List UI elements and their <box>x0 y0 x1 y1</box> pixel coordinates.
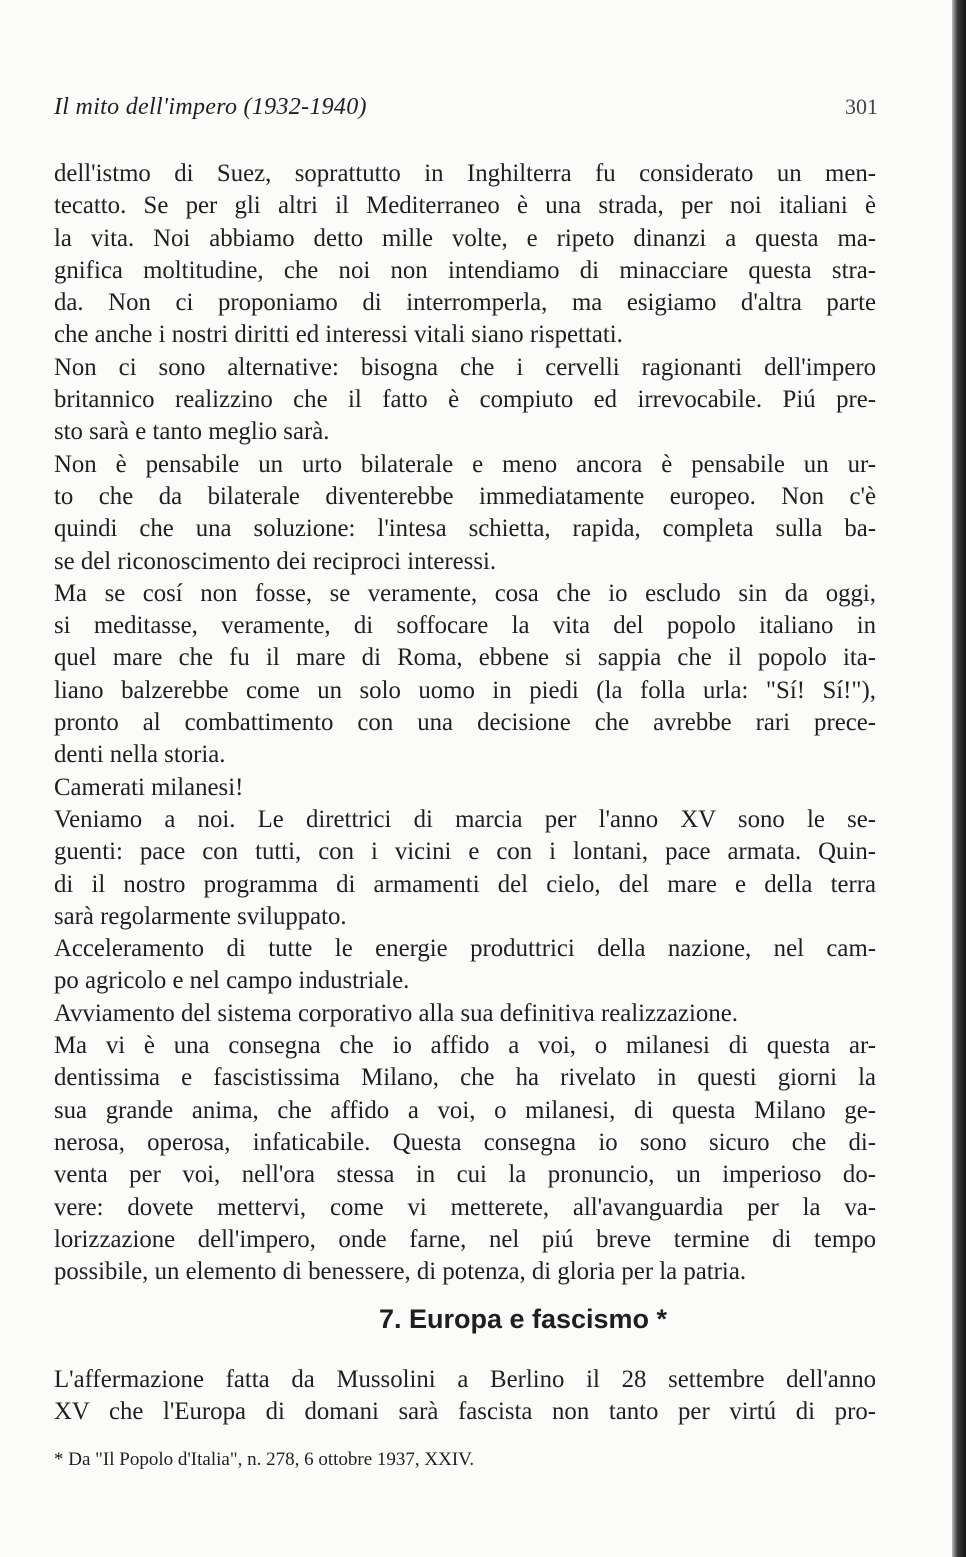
text-line: nerosa, operosa, infaticabile. Questa consegna io sono sicuro che di- <box>54 1128 876 1156</box>
text-line: sto sarà e tanto meglio sarà. <box>54 418 330 446</box>
text-line: Ma vi è una consegna che io affido a voi, o milanesi di questa ar- <box>54 1032 876 1060</box>
text-line: di il nostro programma di armamenti del cielo, del mare e della terra <box>54 870 876 898</box>
text-line: liano balzerebbe come un solo uomo in piedi (la folla urla: "Sí! Sí!"), <box>54 676 876 704</box>
text-line: venta per voi, nell'ora stessa in cui la pronuncio, un imperioso do- <box>54 1161 876 1189</box>
text-line: da. Non ci proponiamo di interromperla, ma esigiamo d'altra parte <box>54 289 876 317</box>
text-line: britannico realizzino che il fatto è compiuto ed irrevocabile. Piú pre- <box>54 386 876 414</box>
text-line: che anche i nostri diritti ed interessi vitali siano rispettati. <box>54 321 623 349</box>
text-line: Non è pensabile un urto bilaterale e meno ancora è pensabile un ur- <box>54 450 876 478</box>
text-line: L'affermazione fatta da Mussolini a Berlino il 28 settembre dell'anno <box>54 1366 876 1393</box>
body-paragraph <box>54 158 876 1288</box>
text-line: gnifica moltitudine, che noi non intendiamo di minacciare questa stra- <box>54 256 876 284</box>
text-line: si meditasse, veramente, di soffocare la vita del popolo italiano in <box>54 612 876 640</box>
text-line: la vita. Noi abbiamo detto mille volte, e ripeto dinanzi a questa ma- <box>54 224 876 252</box>
text-line: se del riconoscimento dei reciproci interessi. <box>54 547 497 575</box>
text-line: guenti: pace con tutti, con i vicini e con i lontani, pace armata. Quin- <box>54 838 876 866</box>
body-text <box>54 158 876 1288</box>
text-line: lorizzazione dell'impero, onde farne, nel piú breve termine di tempo <box>54 1225 876 1253</box>
text-line: Camerati milanesi! <box>54 773 244 801</box>
text-line: pronto al combattimento con una decisione che avrebbe rari prece- <box>54 709 876 737</box>
page-gutter-shadow <box>952 0 966 1557</box>
text-line: sua grande anima, che affido a voi, o milanesi, di questa Milano ge- <box>54 1096 876 1124</box>
text-line: Acceleramento di tutte le energie produttrici della nazione, nel cam- <box>54 935 876 963</box>
section-paragraph <box>54 1364 876 1429</box>
footnote: * Da "Il Popolo d'Italia", n. 278, 6 ottobre 1937, XXIV. <box>54 1449 475 1470</box>
text-line: Veniamo a noi. Le direttrici di marcia per l'anno XV sono le se- <box>54 805 876 833</box>
text-line: quindi che una soluzione: l'intesa schietta, rapida, completa sulla ba- <box>54 515 876 543</box>
running-header <box>54 94 878 130</box>
text-line: po agricolo e nel campo industriale. <box>54 967 410 995</box>
text-line: vere: dovete mettervi, come vi metterete, all'avanguardia per la va- <box>54 1193 876 1221</box>
text-line: dell'istmo di Suez, soprattutto in Inghilterra fu considerato un men- <box>54 160 876 187</box>
text-line: Ma se cosí non fosse, se veramente, cosa che io escludo sin da oggi, <box>54 579 876 607</box>
text-line: sarà regolarmente sviluppato. <box>54 902 347 930</box>
text-line: XV che l'Europa di domani sarà fascista non tanto per virtú di pro- <box>54 1398 876 1426</box>
text-line: to che da bilaterale diventerebbe immediatamente europeo. Non c'è <box>54 482 876 510</box>
text-line: Avviamento del sistema corporativo alla sua definitiva realizzazione. <box>54 999 738 1027</box>
text-line: quel mare che fu il mare di Roma, ebbene si sappia che il popolo ita- <box>54 644 876 672</box>
text-line: possibile, un elemento di benessere, di potenza, di gloria per la patria. <box>54 1258 747 1286</box>
text-line: dentissima e fascistissima Milano, che ha rivelato in questi giorni la <box>54 1064 876 1092</box>
section-heading: 7. Europa e fascismo * <box>378 1304 668 1334</box>
text-line: denti nella storia. <box>54 741 226 769</box>
running-title: Il mito dell'impero (1932-1940) <box>54 94 367 120</box>
page-number: 301 <box>845 94 878 119</box>
text-line: Non ci sono alternative: bisogna che i cervelli ragionanti dell'impero <box>54 353 876 381</box>
section-text <box>54 1364 876 1429</box>
text-line: tecatto. Se per gli altri il Mediterraneo è una strada, per noi italiani è <box>54 192 876 220</box>
